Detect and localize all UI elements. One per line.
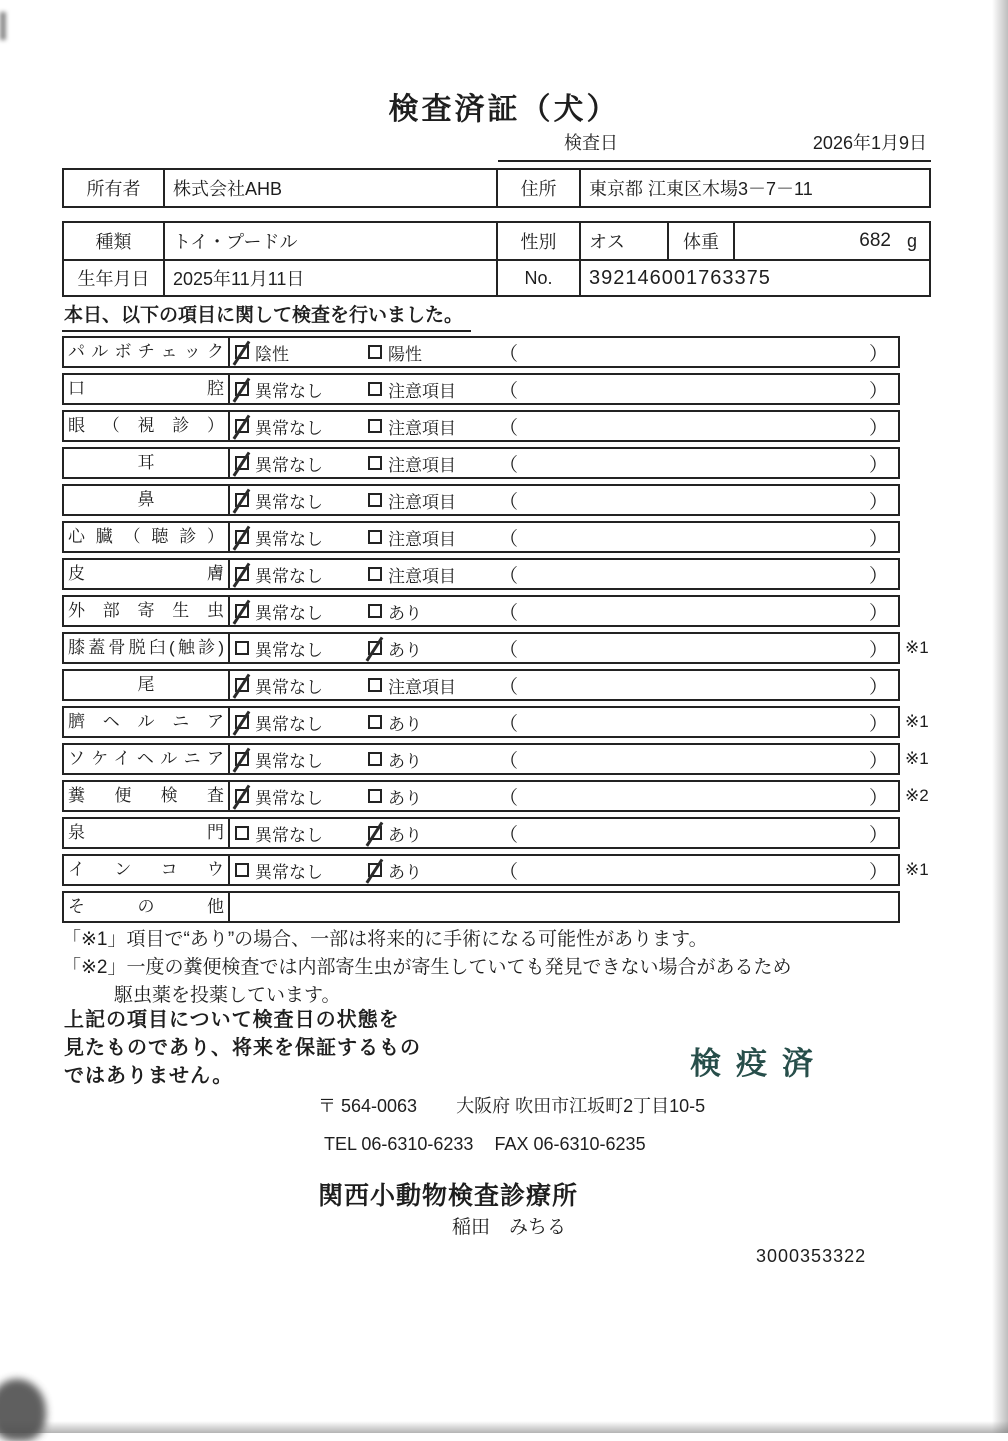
pet-info-table bbox=[62, 221, 931, 297]
checkbox-normal-label: 異常なし bbox=[255, 492, 323, 512]
checkbox-present bbox=[368, 641, 382, 655]
footnote-ref bbox=[905, 595, 943, 627]
remarks-field: （ ） bbox=[499, 491, 888, 513]
exam-row bbox=[62, 854, 946, 886]
remarks-field: （ ） bbox=[499, 417, 888, 439]
inspection-date-label: 検査日 bbox=[564, 133, 618, 153]
weight-label: 体重 bbox=[669, 223, 735, 259]
weight-value: 682 bbox=[859, 230, 891, 251]
exam-row bbox=[62, 706, 946, 738]
checkbox-present bbox=[368, 604, 382, 618]
checkbox-normal-label: 異常なし bbox=[255, 455, 323, 475]
checkbox-present bbox=[368, 826, 382, 840]
inspection-date-value: 2026年1月9日 bbox=[812, 133, 927, 153]
checkbox-present-label: あり bbox=[388, 788, 422, 808]
clinic-postal-code: 〒 564-0063 bbox=[318, 1096, 418, 1116]
checkbox-present bbox=[368, 715, 382, 729]
footnote-2-line2: 駆虫薬を投薬しています。 bbox=[114, 985, 341, 1006]
checkbox-present bbox=[368, 752, 382, 766]
checkbox-present-label: あり bbox=[388, 714, 422, 734]
checkbox-normal bbox=[235, 863, 249, 877]
checkbox-negative-label: 陰性 bbox=[255, 344, 289, 364]
footnote-1: 「※1」項目で“あり”の場合、一部は将来的に手術になる可能性があります。 bbox=[62, 929, 708, 950]
exam-row bbox=[62, 373, 946, 405]
exam-item-label: 膝蓋骨脱臼(触診) bbox=[64, 634, 230, 662]
checkbox-caution-label: 注意項目 bbox=[388, 418, 456, 438]
scan-artifact bbox=[0, 12, 6, 40]
exam-item-label: 臍ヘルニア bbox=[64, 708, 230, 736]
remarks-field: （ ） bbox=[499, 787, 888, 809]
checkbox-caution-label: 注意項目 bbox=[388, 455, 456, 475]
exam-row bbox=[62, 447, 946, 479]
exam-item-label: 耳 bbox=[64, 449, 230, 477]
checkbox-caution bbox=[368, 530, 382, 544]
checkbox-caution-label: 注意項目 bbox=[388, 529, 456, 549]
owner-label: 所有者 bbox=[64, 170, 165, 206]
checkbox-normal bbox=[235, 826, 249, 840]
checkbox-normal-label: 異常なし bbox=[255, 788, 323, 808]
checkbox-caution bbox=[368, 493, 382, 507]
checkbox-present-label: あり bbox=[388, 603, 422, 623]
remarks-field: （ ） bbox=[499, 676, 888, 698]
exam-item-label: 泉門 bbox=[64, 819, 230, 847]
footnote-ref bbox=[905, 447, 943, 479]
footnotes bbox=[62, 926, 792, 1010]
exam-row bbox=[62, 669, 946, 701]
footnote-ref bbox=[905, 558, 943, 590]
scan-artifact bbox=[0, 1421, 1008, 1433]
remarks-field: （ ） bbox=[499, 639, 888, 661]
checkbox-normal-label: 異常なし bbox=[255, 677, 323, 697]
owner-value: 株式会社AHB bbox=[165, 170, 498, 206]
intro-sentence: 本日、以下の項目に関して検査を行いました。 bbox=[62, 300, 471, 332]
breed-value: トイ・プードル bbox=[165, 223, 498, 259]
checkbox-normal bbox=[235, 752, 249, 766]
exam-row bbox=[62, 817, 946, 849]
remarks-field: （ ） bbox=[499, 602, 888, 624]
exam-item-label: パルボチェック bbox=[64, 338, 230, 366]
checkbox-positive-label: 陽性 bbox=[388, 344, 422, 364]
footnote-ref: ※1 bbox=[905, 749, 929, 768]
exam-item-label: その他 bbox=[64, 893, 230, 921]
footnote-ref: ※2 bbox=[905, 786, 929, 805]
exam-row bbox=[62, 891, 946, 923]
footnote-ref bbox=[905, 373, 943, 405]
exam-row bbox=[62, 743, 946, 775]
footnote-ref: ※1 bbox=[905, 860, 929, 879]
footnote-ref bbox=[905, 410, 943, 442]
scan-artifact bbox=[992, 0, 1008, 1433]
remarks-field: （ ） bbox=[499, 565, 888, 587]
disclaimer bbox=[64, 1006, 421, 1090]
checkbox-caution bbox=[368, 678, 382, 692]
footnote-ref: ※1 bbox=[905, 712, 929, 731]
checkbox-normal bbox=[235, 530, 249, 544]
weight-unit: g bbox=[906, 230, 917, 251]
exam-item-label: 口腔 bbox=[64, 375, 230, 403]
checkbox-normal bbox=[235, 789, 249, 803]
checkbox-normal-label: 異常なし bbox=[255, 862, 323, 882]
footnote-ref bbox=[905, 817, 943, 849]
checkbox-caution bbox=[368, 456, 382, 470]
checkbox-normal bbox=[235, 678, 249, 692]
checkbox-present-label: あり bbox=[388, 640, 422, 660]
clinic-fax: FAX 06-6310-6235 bbox=[494, 1134, 646, 1154]
veterinarian-name: 稲田 みちる bbox=[452, 1217, 567, 1238]
checkbox-normal-label: 異常なし bbox=[255, 714, 323, 734]
checkbox-normal bbox=[235, 456, 249, 470]
exam-item-label: 外部寄生虫 bbox=[64, 597, 230, 625]
checkbox-negative bbox=[235, 345, 249, 359]
disclaimer-line1: 上記の項目について検査日の状態を bbox=[64, 1009, 400, 1031]
checkbox-normal bbox=[235, 567, 249, 581]
exam-item-label: 皮膚 bbox=[64, 560, 230, 588]
footnote-ref bbox=[905, 484, 943, 516]
checkbox-normal-label: 異常なし bbox=[255, 529, 323, 549]
exam-row bbox=[62, 595, 946, 627]
clinic-phone-line bbox=[324, 1134, 646, 1155]
exam-item-label: ソケイヘルニア bbox=[64, 745, 230, 773]
exam-item-label: 心臓（聴診） bbox=[64, 523, 230, 551]
exam-row bbox=[62, 632, 946, 664]
remarks-field: （ ） bbox=[499, 528, 888, 550]
footnote-ref: ※1 bbox=[905, 638, 929, 657]
checkbox-normal-label: 異常なし bbox=[255, 381, 323, 401]
checkbox-caution bbox=[368, 382, 382, 396]
checkbox-normal bbox=[235, 493, 249, 507]
address-label: 住所 bbox=[498, 170, 581, 206]
exam-row bbox=[62, 521, 946, 553]
exam-item-label: 鼻 bbox=[64, 486, 230, 514]
clinic-address: 大阪府 吹田市江坂町2丁目10-5 bbox=[456, 1096, 706, 1116]
exam-row bbox=[62, 484, 946, 516]
owner-table bbox=[62, 168, 931, 208]
checkbox-present bbox=[368, 863, 382, 877]
remarks-field: （ ） bbox=[499, 824, 888, 846]
footnote-2-line1: 「※2」一度の糞便検査では内部寄生虫が寄生していても発見できない場合があるため bbox=[62, 957, 792, 978]
checkbox-present-label: あり bbox=[388, 862, 422, 882]
disclaimer-line2: 見たものであり、将来を保証するもの bbox=[64, 1037, 421, 1059]
breed-label: 種類 bbox=[64, 223, 165, 259]
document-title: 検査済証（犬） bbox=[388, 93, 620, 126]
disclaimer-line3: ではありません。 bbox=[64, 1065, 234, 1087]
clinic-name: 関西小動物検査診療所 bbox=[318, 1182, 579, 1210]
remarks-field: （ ） bbox=[499, 454, 888, 476]
clinic-tel: TEL 06-6310-6233 bbox=[324, 1134, 474, 1154]
remarks-field: （ ） bbox=[499, 750, 888, 772]
checkbox-normal bbox=[235, 604, 249, 618]
remarks-field: （ ） bbox=[499, 861, 888, 883]
checkbox-caution bbox=[368, 567, 382, 581]
number-value: 392146001763375 bbox=[589, 266, 771, 289]
remarks-field: （ ） bbox=[499, 380, 888, 402]
exam-item-label: 尾 bbox=[64, 671, 230, 699]
sex-value: オス bbox=[581, 223, 669, 259]
birthdate-value: 2025年11月11日 bbox=[165, 261, 498, 295]
checkbox-caution bbox=[368, 419, 382, 433]
checkbox-present-label: あり bbox=[388, 825, 422, 845]
remarks-field: （ ） bbox=[499, 713, 888, 735]
exam-row bbox=[62, 780, 946, 812]
checkbox-caution-label: 注意項目 bbox=[388, 381, 456, 401]
exam-item-label: 眼（視診） bbox=[64, 412, 230, 440]
exam-row bbox=[62, 410, 946, 442]
address-value: 東京都 江東区木場3－7－11 bbox=[589, 179, 813, 199]
checkbox-normal-label: 異常なし bbox=[255, 418, 323, 438]
checkbox-present bbox=[368, 789, 382, 803]
checkbox-normal-label: 異常なし bbox=[255, 566, 323, 586]
checkbox-normal-label: 異常なし bbox=[255, 603, 323, 623]
checkbox-normal bbox=[235, 419, 249, 433]
quarantine-stamp: 検疫済 bbox=[690, 1046, 828, 1081]
checkbox-normal bbox=[235, 715, 249, 729]
footnote-ref bbox=[905, 521, 943, 553]
footnote-ref bbox=[905, 669, 943, 701]
checkbox-caution-label: 注意項目 bbox=[388, 492, 456, 512]
checkbox-normal bbox=[235, 382, 249, 396]
checkbox-positive bbox=[368, 345, 382, 359]
exam-row bbox=[62, 558, 946, 590]
checkbox-caution-label: 注意項目 bbox=[388, 677, 456, 697]
remarks-field: （ ） bbox=[499, 343, 888, 365]
exam-row bbox=[62, 336, 946, 368]
checkbox-normal-label: 異常なし bbox=[255, 640, 323, 660]
scan-artifact bbox=[0, 1379, 46, 1441]
certificate-number: 3000353322 bbox=[756, 1246, 867, 1266]
inspection-date-line bbox=[498, 130, 931, 162]
exam-item-label: インコウ bbox=[64, 856, 230, 884]
number-label: No. bbox=[498, 261, 581, 295]
sex-label: 性別 bbox=[498, 223, 581, 259]
checkbox-normal-label: 異常なし bbox=[255, 751, 323, 771]
birthdate-label: 生年月日 bbox=[64, 261, 165, 295]
checkbox-normal bbox=[235, 641, 249, 655]
exam-item-label: 糞便検査 bbox=[64, 782, 230, 810]
checkbox-normal-label: 異常なし bbox=[255, 825, 323, 845]
weight-cell bbox=[735, 223, 929, 259]
checkbox-present-label: あり bbox=[388, 751, 422, 771]
checkbox-caution-label: 注意項目 bbox=[388, 566, 456, 586]
exam-table bbox=[62, 336, 946, 923]
footnote-ref bbox=[905, 336, 943, 368]
clinic-address-line bbox=[318, 1092, 705, 1118]
